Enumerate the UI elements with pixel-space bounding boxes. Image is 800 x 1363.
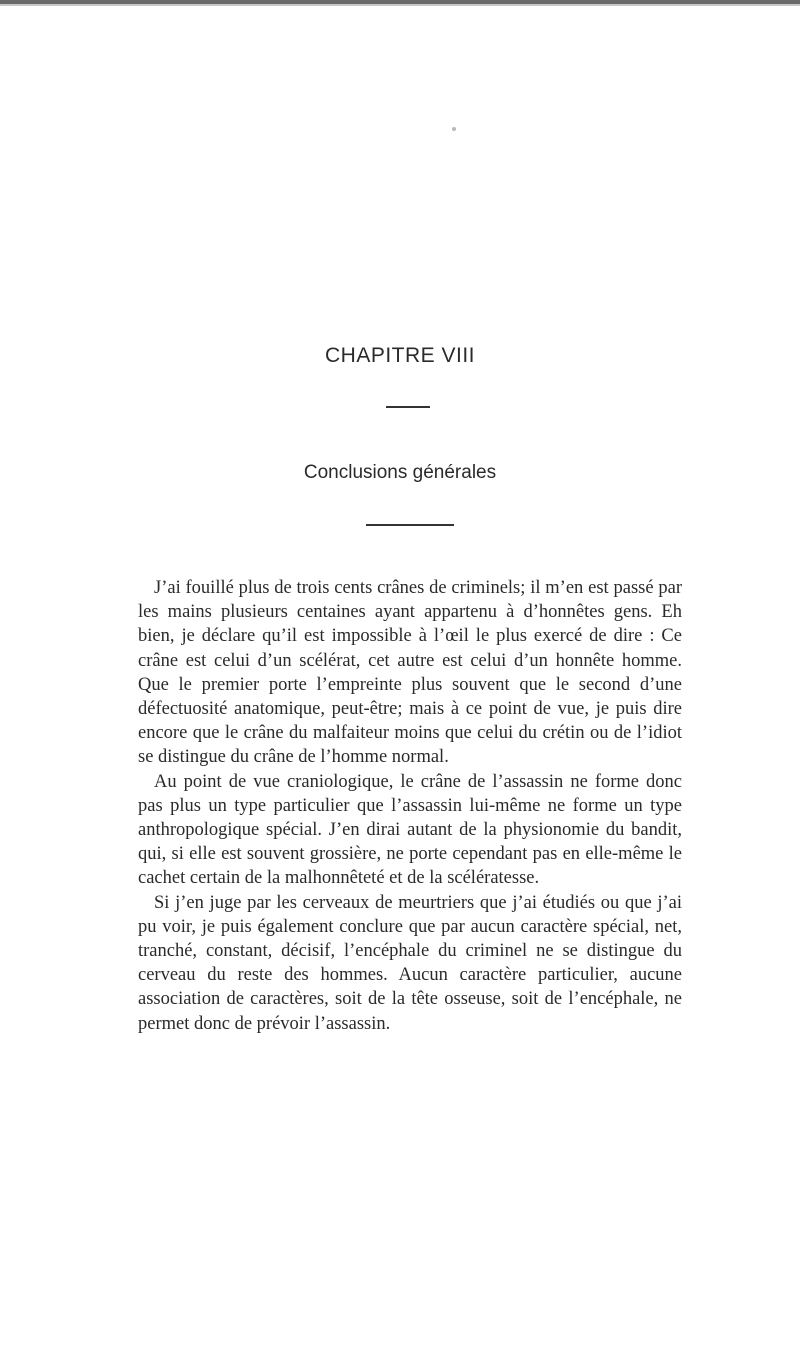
paragraph-2: Au point de vue craniologique, le crâne de l’assassin ne forme donc pas plus un type particulier que l’assassin lui-même ne forme un type anthropologique spécial. J’en dirai autant de la physionomie du bandit, qui, si elle est souvent grossière, ne porte cependant pas en elle-même le cachet certain de la malhonnêteté et de la scélératesse. [138, 771, 682, 889]
body-text [138, 576, 682, 1036]
paragraph-1: J’ai fouillé plus de trois cents crânes de criminels; il m’en est passé par les mains plusieurs centaines ayant appartenu à d’honnêtes gens. Eh bien, je déclare qu’il est impossible à l’œil le plus exercé de dire : Ce crâne est celui d’un scélérat, cet autre est celui d’un honnête homme. Que le premier porte l’empreinte plus souvent que le second d’une défectuosité anatomique, peut-être; mais à ce point de vue, je puis dire encore que le crâne du malfaiteur moins que celui du crétin ou de l’idiot se distingue du crâne de l’homme normal. [138, 578, 682, 768]
paper-speck [452, 127, 456, 131]
divider-rule-long [366, 524, 454, 526]
divider-rule-short [386, 406, 430, 408]
top-edge-shadow [0, 4, 800, 6]
paragraph-3: Si j’en juge par les cerveaux de meurtriers que j’ai étudiés ou que j’ai pu voir, je puis également conclure que par aucun caractère spécial, net, tranché, constant, décisif, l’encéphale du criminel ne se distingue du cerveau du reste des hommes. Aucun caractère particulier, aucune association de caractères, soit de la tête osseuse, soit de l’encéphale, ne permet donc de prévoir l’assassin. [138, 892, 682, 1034]
chapter-heading: CHAPITRE VIII [324, 344, 476, 367]
section-title: Conclusions générales [303, 462, 497, 483]
